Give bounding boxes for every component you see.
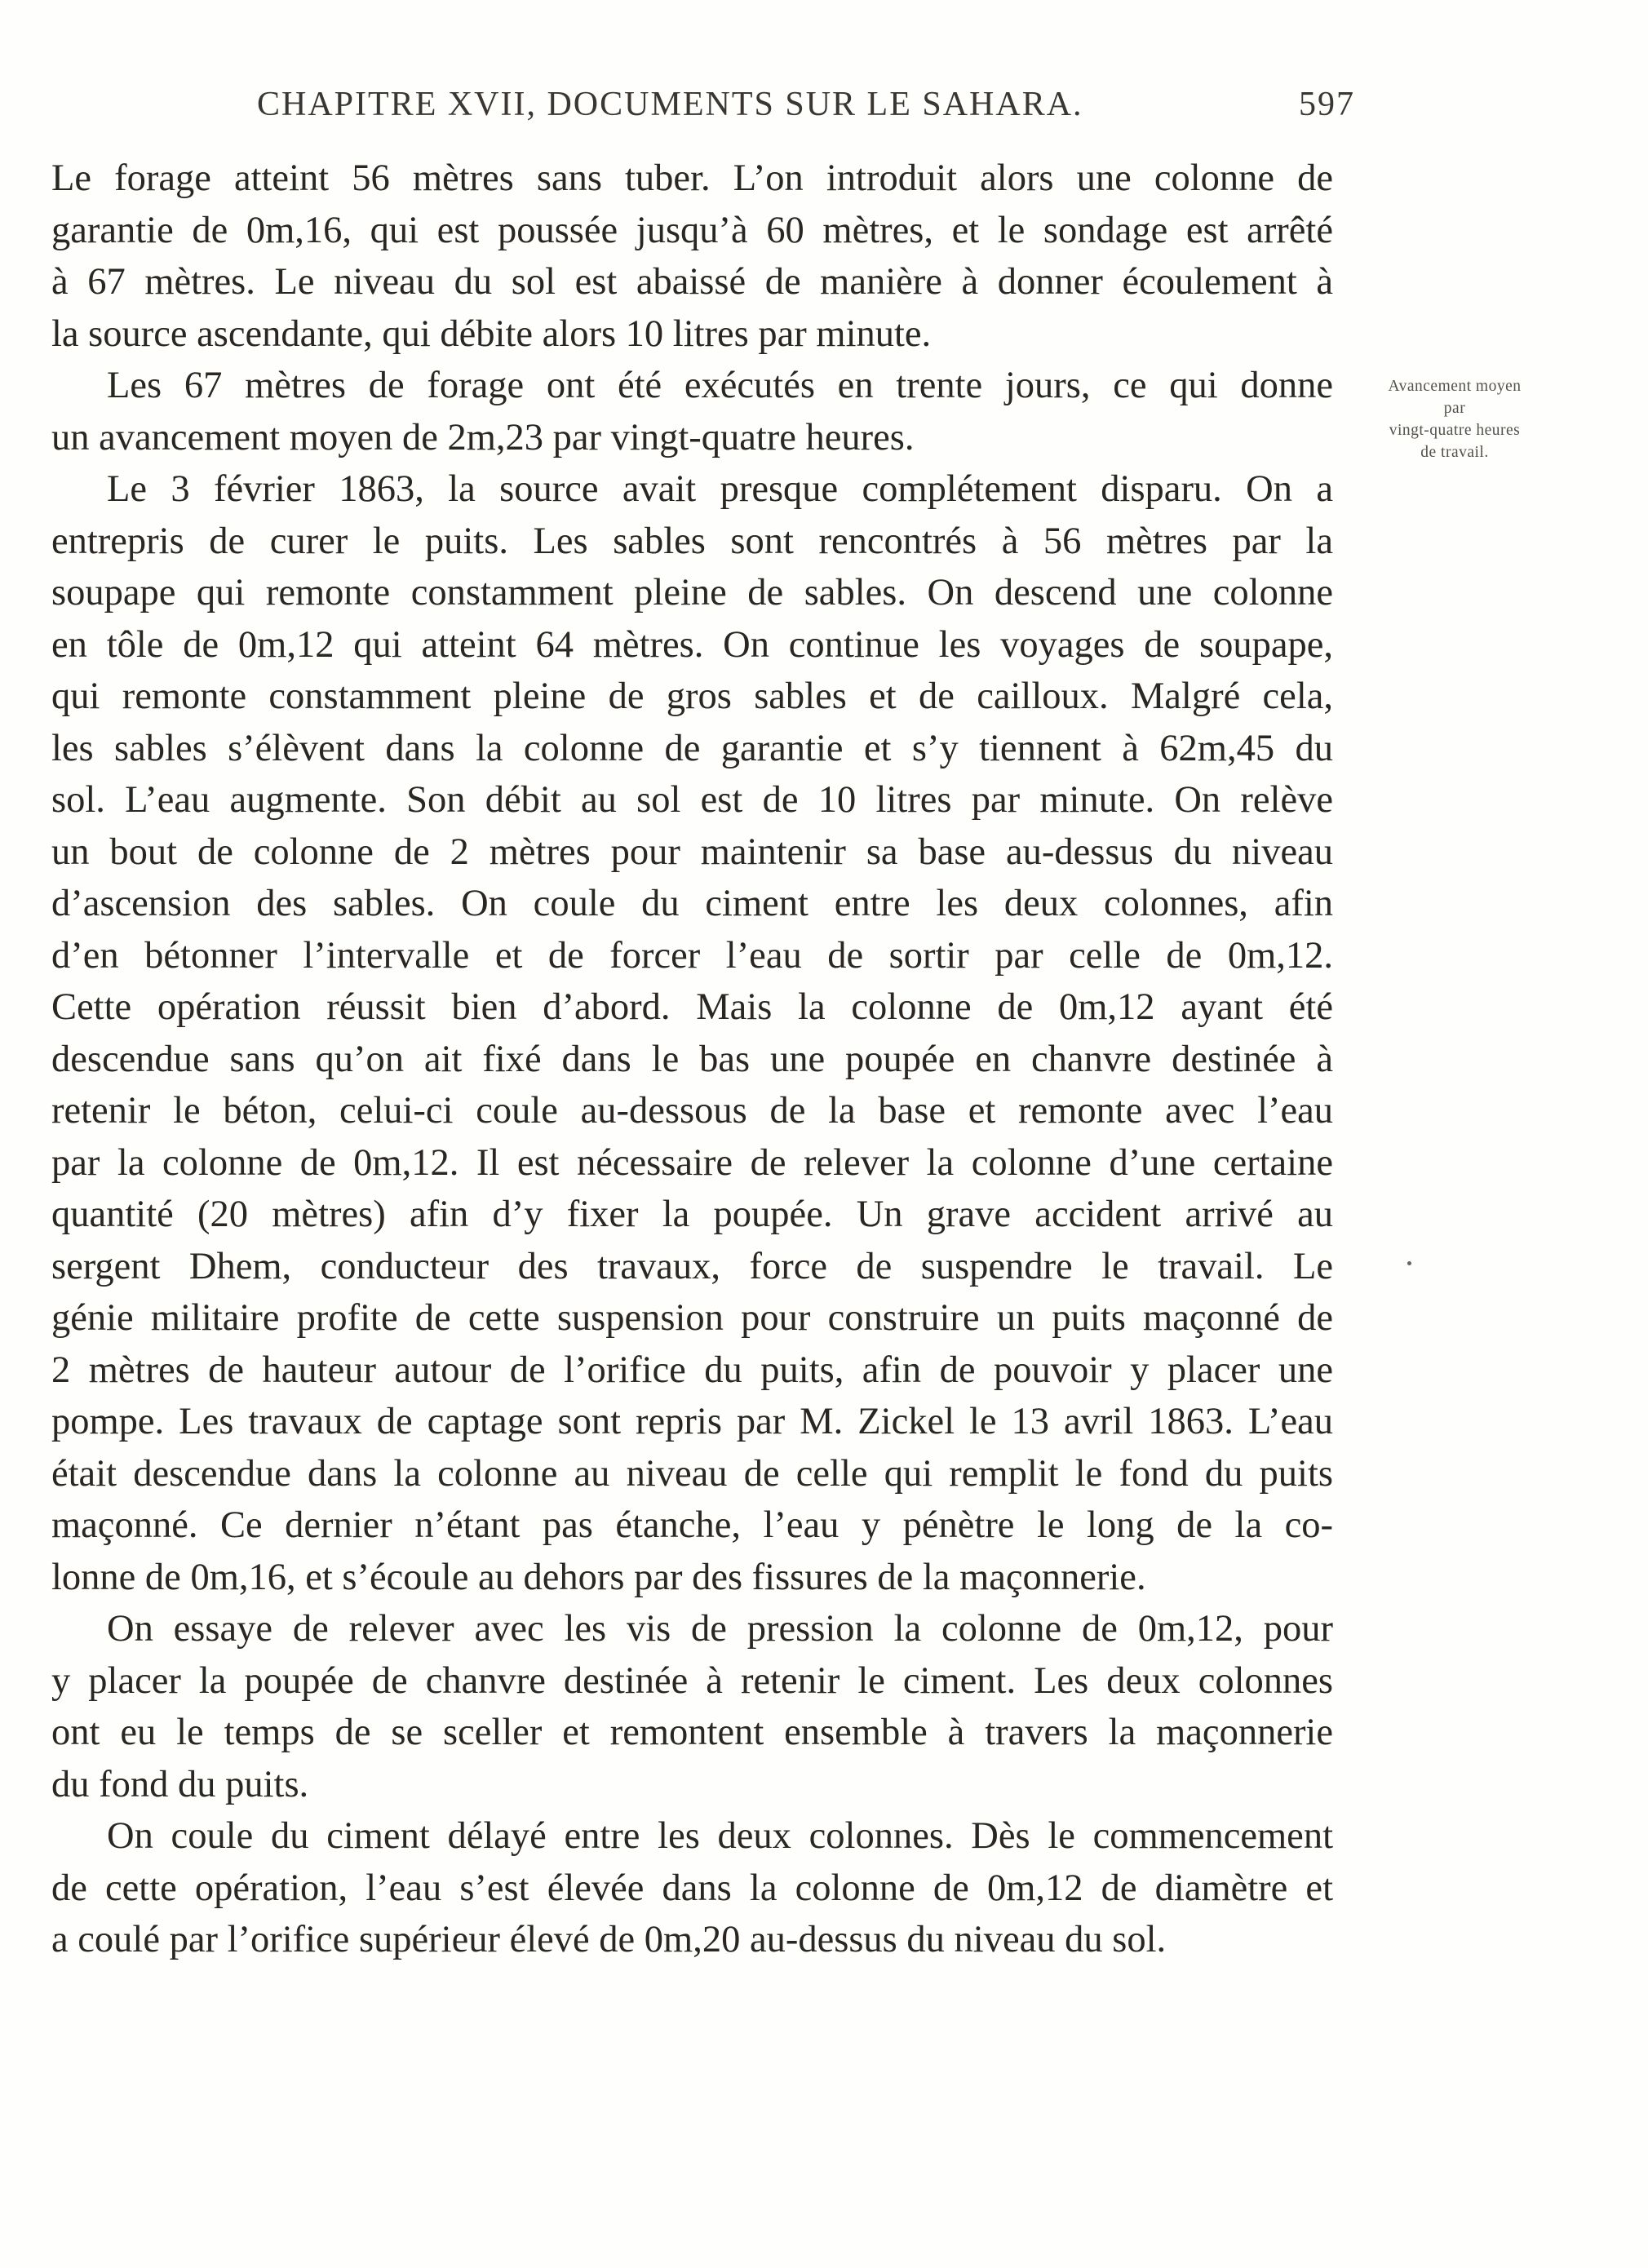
- text-line: génie militaire profite de cette suspension pour construire un puits maçonné de: [51, 1297, 1333, 1339]
- text-line: quantité (20 mètres) afin d’y fixer la poupée. Un grave accident arrivé au: [51, 1194, 1333, 1235]
- margin-note-line: de travail.: [1420, 444, 1489, 461]
- margin-note-line: Avancement moyen: [1388, 378, 1522, 395]
- text-line: d’en bétonner l’intervalle et de forcer l’eau de sortir par celle de 0m,12.: [51, 934, 1333, 977]
- text-line: retenir le béton, celui-ci coule au-dessous de la base et remonte avec l’eau: [51, 1090, 1333, 1132]
- text-line: la source ascendante, qui débite alors 10 litres par minute.: [51, 312, 932, 355]
- text-line: par la colonne de 0m,12. Il est nécessaire de relever la colonne d’une certaine: [51, 1141, 1333, 1184]
- chapter-title: CHAPITRE XVII, DOCUMENTS SUR LE SAHARA.: [257, 86, 1083, 123]
- text-line: On essaye de relever avec les vis de pression la colonne de 0m,12, pour: [107, 1608, 1333, 1650]
- text-line: descendue sans qu’on ait fixé dans le bas une poupée en chanvre destinée à: [51, 1038, 1333, 1080]
- text-line: en tôle de 0m,12 qui atteint 64 mètres. On continue les voyages de soupape,: [51, 623, 1333, 666]
- running-header: [257, 85, 1355, 134]
- text-line: Le 3 février 1863, la source avait presque complétement disparu. On a: [107, 468, 1333, 510]
- text-line: Les 67 mètres de forage ont été exécutés en trente jours, ce qui donne: [107, 365, 1333, 406]
- text-line: d’ascension des sables. On coule du ciment entre les deux colonnes, afin: [51, 883, 1333, 924]
- text-line: Le forage atteint 56 mètres sans tuber. L’on introduit alors une colonne de: [51, 157, 1333, 199]
- body-text: [51, 153, 1333, 1966]
- text-line: un avancement moyen de 2m,23 par vingt-quatre heures.: [51, 416, 915, 458]
- text-line: de cette opération, l’eau s’est élevée dans la colonne de 0m,12 de diamètre et: [51, 1867, 1333, 1909]
- text-line: On coule du ciment délayé entre les deux colonnes. Dès le commencement: [107, 1815, 1333, 1857]
- margin-note-line: vingt-quatre heures: [1389, 422, 1521, 439]
- text-line: sol. L’eau augmente. Son débit au sol est de 10 litres par minute. On relève: [51, 779, 1333, 821]
- ink-speck: [1407, 1261, 1411, 1265]
- text-line: entrepris de curer le puits. Les sables sont rencontrés à 56 mètres par la: [51, 520, 1333, 562]
- text-line: garantie de 0m,16, qui est poussée jusqu’à 60 mètres, et le sondage est arrêté: [51, 209, 1333, 251]
- text-line: Cette opération réussit bien d’abord. Mais la colonne de 0m,12 ayant été: [51, 986, 1333, 1028]
- text-line: pompe. Les travaux de captage sont repris par M. Zickel le 13 avril 1863. L’eau: [51, 1401, 1333, 1442]
- text-line: à 67 mètres. Le niveau du sol est abaissé de manière à donner écoulement à: [51, 261, 1333, 303]
- page-number: 597: [1299, 86, 1355, 123]
- text-line: 2 mètres de hauteur autour de l’orifice du puits, afin de pouvoir y placer une: [51, 1349, 1333, 1391]
- text-line: un bout de colonne de 2 mètres pour maintenir sa base au-dessus du niveau: [51, 831, 1333, 873]
- text-line: qui remonte constamment pleine de gros sables et de cailloux. Malgré cela,: [51, 676, 1333, 717]
- margin-note: [1353, 375, 1557, 463]
- text-line: y placer la poupée de chanvre destinée à retenir le ciment. Les deux colonnes: [51, 1659, 1333, 1702]
- text-line: sergent Dhem, conducteur des travaux, force de suspendre le travail. Le: [51, 1245, 1333, 1287]
- text-line: lonne de 0m,16, et s’écoule au dehors par des fissures de la maçonnerie.: [51, 1556, 1146, 1598]
- text-line: était descendue dans la colonne au niveau de celle qui remplit le fond du puits: [51, 1452, 1333, 1495]
- text-line: ont eu le temps de se sceller et remontent ensemble à travers la maçonnerie: [51, 1712, 1333, 1753]
- text-line: maçonné. Ce dernier n’étant pas étanche, l’eau y pénètre le long de la co-: [51, 1504, 1333, 1546]
- text-line: les sables s’élèvent dans la colonne de garantie et s’y tiennent à 62m,45 du: [51, 727, 1333, 769]
- margin-note-line: par: [1443, 400, 1466, 417]
- text-line: soupape qui remonte constamment pleine de sables. On descend une colonne: [51, 572, 1333, 614]
- text-line: du fond du puits.: [51, 1763, 309, 1805]
- text-line: a coulé par l’orifice supérieur élevé de 0m,20 au-dessus du niveau du sol.: [51, 1919, 1167, 1960]
